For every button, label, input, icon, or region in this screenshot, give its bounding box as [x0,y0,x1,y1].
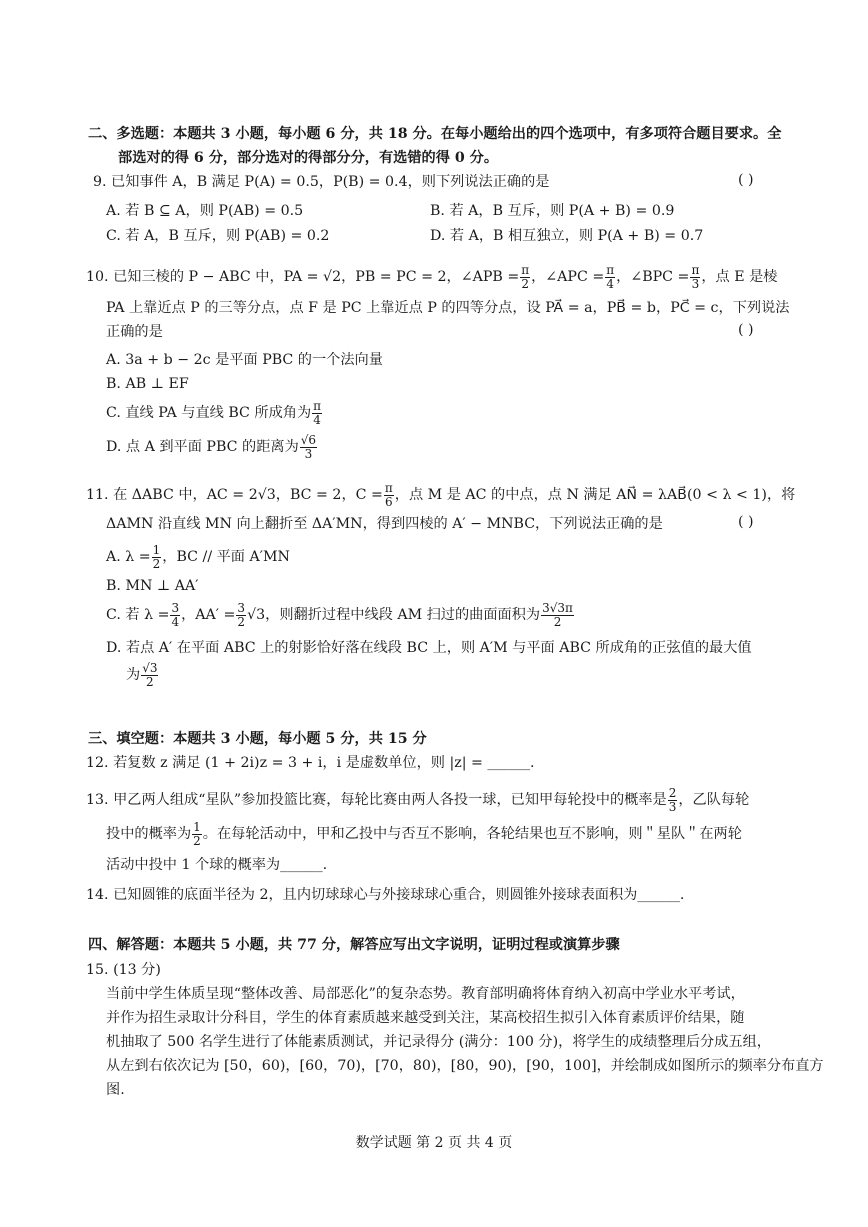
denominator: 2 [553,614,562,629]
denominator: 2 [152,556,161,571]
fraction [312,400,322,427]
numerator: 3 [237,600,246,615]
numerator: 3 [171,600,180,615]
fraction [192,821,202,848]
fraction [541,602,574,629]
q13-line1 [86,785,749,815]
q15-line1: 当前中学生体质呈现“整体改善、局部恶化”的复杂态势。教育部明确将体育纳入初高中学业水平考试， [106,986,745,1002]
numerator: √6 [300,432,317,447]
numerator: π [691,262,700,277]
q10-option-d-text: D. 点 A 到平面 PBC 的距离为 [106,439,299,455]
fraction [141,662,158,689]
q13-text: 。在每轮活动中，甲和乙投中与否互不影响，各轮结果也互不影响，则＂星队＂在两轮 [202,826,742,842]
q12-text: 12. 若复数 z 满足 (1 + 2i)z = 3 + i，i 是虚数单位，则 |z| = ______. [86,755,535,771]
numerator: π [384,480,393,495]
q11-option-a-text: ，BC // 平面 A′MN [162,549,290,565]
q10-stem-part: ，点 E 是棱 [701,269,778,285]
q10-option-c [106,398,323,428]
q11-option-a-text: A. λ = [106,549,151,565]
q11-stem-line2: ΔAMN 沿直线 MN 向上翻折至 ΔA′MN，得到四棱的 A′ − MNBC，下列说法正确的是 [106,516,663,532]
denominator: 4 [171,614,180,629]
q15-line3: 机抽取了 500 名学生进行了体能素质测试，并记录得分 (满分：100 分)，将学生的成绩整理后分成五组， [106,1034,771,1050]
q13-line3: 活动中投中 1 个球的概率为______. [106,857,328,873]
numerator: 1 [193,819,201,834]
q10-stem-line1 [86,262,777,292]
q11-stem-line1 [86,480,795,510]
q11-option-d-line1: D. 若点 A′ 在平面 ABC 上的射影恰好落在线段 BC 上，则 A′M 与平面 ABC 所成角的正弦值的最大值 [106,640,752,656]
q9-option-b: B. 若 A，B 互斥，则 P(A + B) = 0.9 [430,203,675,219]
section-2-header-line1: 二、多选题：本题共 3 小题，每小题 6 分，共 18 分。在每小题给出的四个选项中，有多项符合题目要求。全 [88,126,782,142]
denominator: 2 [193,833,201,848]
denominator: 2 [521,276,529,291]
q11-option-c [106,600,575,630]
numerator: √3 [142,660,158,675]
fraction [668,787,678,814]
numerator: 1 [152,542,161,557]
q11-option-d-text: 为 [126,667,141,683]
denominator: 4 [313,412,321,427]
q11-stem-part: ，点 M 是 AC 的中点，点 N 满足 AN⃗ = λAB⃗(0 < λ < 1)，将 [394,487,796,503]
section-2-header-line2: 部选对的得 6 分，部分选对的得部分分，有选错的得 0 分。 [118,150,499,166]
q10-stem-part: ，∠BPC = [616,269,690,285]
q10-option-d [106,432,318,462]
q11-option-a [106,542,290,572]
denominator: 3 [691,276,700,291]
q10-option-c-text: C. 直线 PA 与直线 BC 所成角为 [106,405,312,421]
fraction [236,602,246,629]
fraction [520,264,530,291]
q10-stem-line2: PA 上靠近点 P 的三等分点，点 F 是 PC 上靠近点 P 的四等分点，设 PA⃗ = a，PB⃗ = b，PC⃗ = c，下列说法 [106,300,790,316]
q11-stem-part: 11. 在 ΔABC 中，AC = 2√3，BC = 2，C = [86,487,383,503]
q15-line5: 图. [106,1082,125,1098]
numerator: 3√3π [542,600,573,615]
q11-option-c-text: √3，则翻折过程中线段 AM 扫过的曲面面积为 [247,607,541,623]
section-4-header: 四、解答题：本题共 5 小题，共 77 分，解答应写出文字说明，证明过程或演算步骤 [88,937,620,953]
q15-line2: 并作为招生录取计分科目，学生的体育素质越来越受到关注，某高校招生拟引入体育素质评价结果，随 [106,1010,745,1026]
numerator: π [313,398,322,413]
q11-answer-paren: ( ) [738,514,754,530]
q13-text: 投中的概率为 [106,826,192,842]
denominator: 2 [146,674,154,689]
q13-text: ，乙队每轮 [678,792,750,808]
denominator: 2 [237,614,246,629]
q9-option-a: A. 若 B ⊆ A，则 P(AB) = 0.5 [106,203,304,219]
numerator: π [521,262,530,277]
section-3-header: 三、填空题：本题共 3 小题，每小题 5 分，共 15 分 [88,731,427,747]
q10-option-a: A. 3a + b − 2c 是平面 PBC 的一个法向量 [106,352,383,368]
q10-stem-part: ，∠APC = [531,269,605,285]
fraction [170,602,180,629]
q10-answer-paren: ( ) [738,322,754,338]
q11-option-c-text: ，AA′ = [181,607,236,623]
q11-option-b: B. MN ⊥ AA′ [106,578,199,594]
q14-text: 14. 已知圆锥的底面半径为 2，且内切球球心与外接球球心重合，则圆锥外接球表面积为______. [86,887,685,903]
denominator: 6 [385,494,393,509]
denominator: 3 [304,446,313,461]
q15-line4: 从左到右依次记为 [50，60)，[60，70)，[70，80)，[80，90)，[90，100]，并绘制成如图所示的频率分布直方 [106,1058,824,1074]
q9-answer-paren: ( ) [738,172,754,188]
q9-stem: 9. 已知事件 A，B 满足 P(A) = 0.5，P(B) = 0.4，则下列说法正确的是 [93,174,550,190]
q9-option-c: C. 若 A，B 互斥，则 P(AB) = 0.2 [106,228,330,244]
page-footer: 数学试题 第 2 页 共 4 页 [355,1135,513,1151]
numerator: π [606,262,615,277]
fraction [605,264,615,291]
q10-option-b: B. AB ⊥ EF [106,376,189,392]
q11-option-c-text: C. 若 λ = [106,607,170,623]
fraction [152,544,162,571]
numerator: 2 [668,785,677,800]
fraction [690,264,700,291]
q13-line2 [106,819,742,849]
q11-option-d-line2 [126,660,159,690]
denominator: 4 [606,276,614,291]
fraction [300,434,317,461]
q15-label: 15. (13 分) [86,962,161,978]
denominator: 3 [668,799,677,814]
fraction [384,482,394,509]
q10-stem-line3: 正确的是 [106,324,163,340]
q13-text: 13. 甲乙两人组成“星队”参加投篮比赛，每轮比赛由两人各投一球，已知甲每轮投中的概率是 [86,792,667,808]
q9-option-d: D. 若 A，B 相互独立，则 P(A + B) = 0.7 [430,228,704,244]
q10-stem-part: 10. 已知三棱的 P − ABC 中，PA = √2，PB = PC = 2，∠APB = [86,269,520,285]
